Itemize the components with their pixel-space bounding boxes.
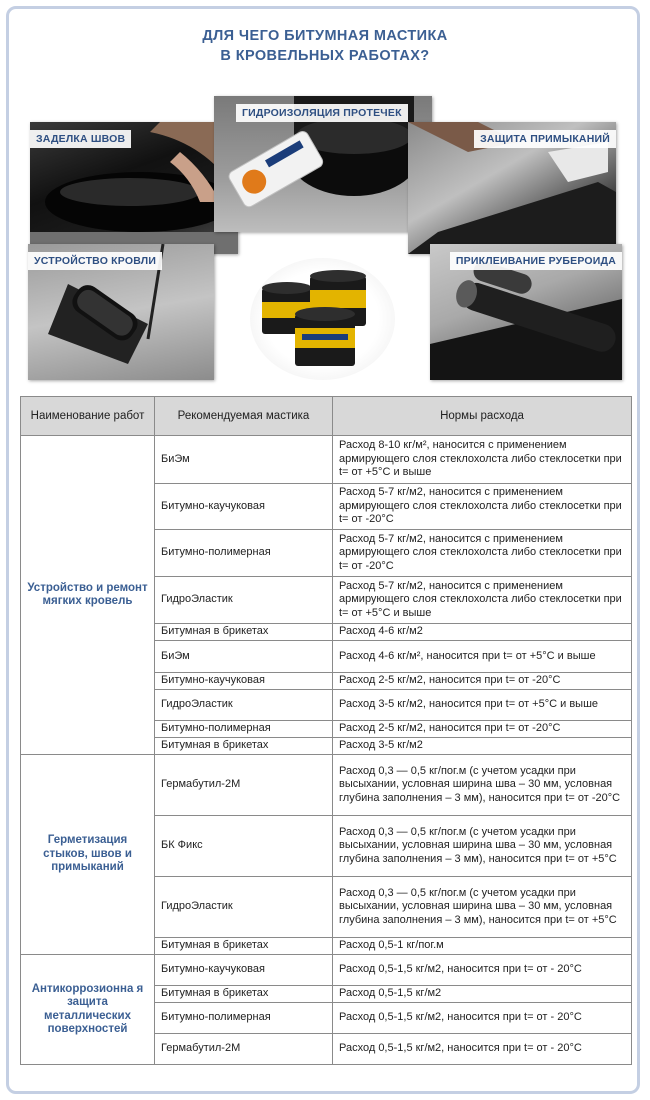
photo-ruberoid-gluing bbox=[430, 244, 622, 380]
norm-cell: Расход 5-7 кг/м2, наносится с применением армирующего слоя стеклохолста либо стеклосетки при t= от -20°С bbox=[333, 530, 632, 577]
norm-cell: Расход 0,5-1,5 кг/м2 bbox=[333, 986, 632, 1003]
mastic-cell: Битумно-полимерная bbox=[155, 1003, 333, 1034]
norm-cell: Расход 0,5-1 кг/пог.м bbox=[333, 938, 632, 955]
photo-leak-waterproofing bbox=[214, 96, 432, 232]
label-ruberoid-gluing: ПРИКЛЕИВАНИЕ РУБЕРОИДА bbox=[450, 252, 622, 270]
norm-cell: Расход 3-5 кг/м2, наносится при t= от +5°С и выше bbox=[333, 690, 632, 721]
label-seal-seams: ЗАДЕЛКА ШВОВ bbox=[30, 130, 131, 148]
mastic-cell: Битумная в брикетах bbox=[155, 738, 333, 755]
mastic-cell: ГидроЭластик bbox=[155, 690, 333, 721]
table-row bbox=[21, 436, 632, 484]
bucket-icon bbox=[250, 258, 395, 380]
table-row bbox=[21, 955, 632, 986]
work-cell: Устройство и ремонт мягких кровель bbox=[21, 436, 155, 755]
mastic-cell: Битумно-каучуковая bbox=[155, 955, 333, 986]
mastic-cell: Битумно-каучуковая bbox=[155, 673, 333, 690]
header-work: Наименование работ bbox=[21, 397, 155, 436]
label-roof-installation: УСТРОЙСТВО КРОВЛИ bbox=[28, 252, 162, 270]
mastic-cell: БиЭм bbox=[155, 436, 333, 484]
title-line-1: ДЛЯ ЧЕГО БИТУМНАЯ МАСТИКА bbox=[202, 28, 448, 44]
mastic-cell: Битумно-полимерная bbox=[155, 721, 333, 738]
norm-cell: Расход 0,5-1,5 кг/м2, наносится при t= от - 20°С bbox=[333, 955, 632, 986]
norm-cell: Расход 0,3 — 0,5 кг/пог.м (с учетом усадки при высыхании, условная ширина шва – 30 мм, условная глубина заполнения – 3 мм), наносится при t= от +5°С bbox=[333, 877, 632, 938]
work-cell: Герметизация стыков, швов и примыканий bbox=[21, 755, 155, 955]
product-buckets-image bbox=[250, 258, 395, 380]
norm-cell: Расход 5-7 кг/м2, наносится с применением армирующего слоя стеклохолста либо стеклосетки при t= от -20°С bbox=[333, 484, 632, 530]
mastic-cell: БиЭм bbox=[155, 641, 333, 673]
title-line-2: В КРОВЕЛЬНЫХ РАБОТАХ? bbox=[220, 48, 430, 64]
norm-cell: Расход 3-5 кг/м2 bbox=[333, 738, 632, 755]
work-cell: Антикоррозионна я защита металлических поверхностей bbox=[21, 955, 155, 1065]
mastic-cell: Гермабутил-2М bbox=[155, 1034, 333, 1065]
norm-cell: Расход 0,3 — 0,5 кг/пог.м (с учетом усадки при высыхании, условная ширина шва – 30 мм, условная глубина заполнения – 3 мм), наносится при t= от -20°С bbox=[333, 755, 632, 816]
mastic-cell: Битумная в брикетах bbox=[155, 624, 333, 641]
norm-cell: Расход 2-5 кг/м2, наносится при t= от -20°С bbox=[333, 673, 632, 690]
mastic-cell: Битумная в брикетах bbox=[155, 938, 333, 955]
norm-cell: Расход 2-5 кг/м2, наносится при t= от -20°С bbox=[333, 721, 632, 738]
photo-seal-seams bbox=[30, 122, 238, 254]
table-row bbox=[21, 755, 632, 816]
mastic-cell: ГидроЭластик bbox=[155, 577, 333, 624]
photo-junction-protection bbox=[408, 122, 616, 254]
mastic-cell: Гермабутил-2М bbox=[155, 755, 333, 816]
mastic-cell: Битумная в брикетах bbox=[155, 986, 333, 1003]
label-junction-protection: ЗАЩИТА ПРИМЫКАНИЙ bbox=[474, 130, 616, 148]
mastic-cell: Битумно-полимерная bbox=[155, 530, 333, 577]
photo-roof-installation bbox=[28, 244, 214, 380]
mastic-cell: БК Фикс bbox=[155, 816, 333, 877]
table-header-row bbox=[21, 397, 632, 436]
norm-cell: Расход 4-6 кг/м2 bbox=[333, 624, 632, 641]
consumption-norms-table bbox=[20, 396, 632, 1065]
page-title bbox=[0, 26, 650, 66]
header-mastic: Рекомендуемая мастика bbox=[155, 397, 333, 436]
mastic-cell: Битумно-каучуковая bbox=[155, 484, 333, 530]
header-norms: Нормы расхода bbox=[333, 397, 632, 436]
norm-cell: Расход 8-10 кг/м², наносится с применением армирующего слоя стеклохолста либо стеклосетки при t= от +5°С и выше bbox=[333, 436, 632, 484]
norm-cell: Расход 4-6 кг/м², наносится при t= от +5°С и выше bbox=[333, 641, 632, 673]
norm-cell: Расход 0,3 — 0,5 кг/пог.м (с учетом усадки при высыхании, условная ширина шва – 30 мм, условная глубина заполнения – 3 мм), наносится при t= от +5°С bbox=[333, 816, 632, 877]
norm-cell: Расход 5-7 кг/м2, наносится с применением армирующего слоя стеклохолста либо стеклосетки при t= от +5°С и выше bbox=[333, 577, 632, 624]
norm-cell: Расход 0,5-1,5 кг/м2, наносится при t= от - 20°С bbox=[333, 1003, 632, 1034]
label-leak-waterproofing: ГИДРОИЗОЛЯЦИЯ ПРОТЕЧЕК bbox=[236, 104, 408, 122]
mastic-cell: ГидроЭластик bbox=[155, 877, 333, 938]
norm-cell: Расход 0,5-1,5 кг/м2, наносится при t= от - 20°С bbox=[333, 1034, 632, 1065]
